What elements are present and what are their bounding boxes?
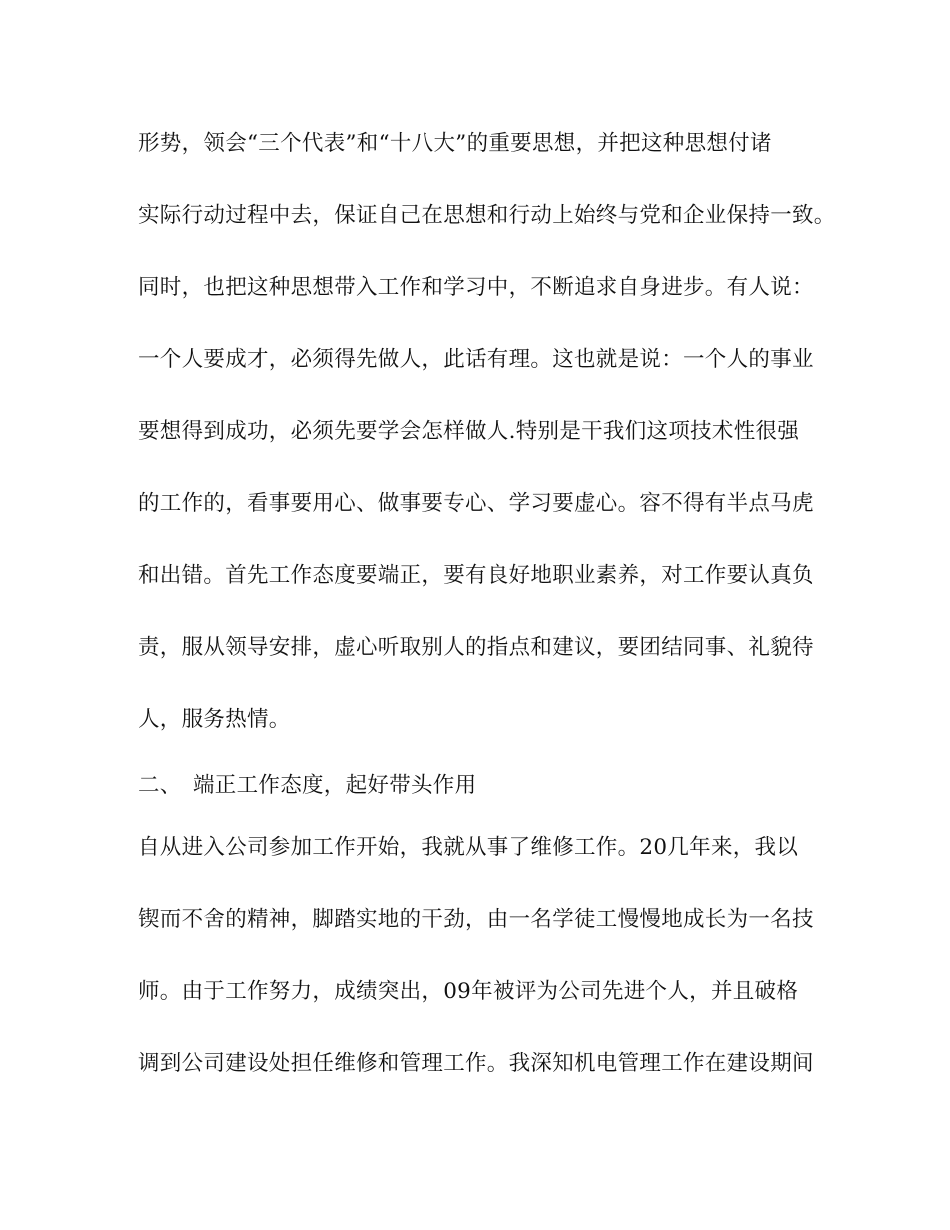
body-text-line: 实际行动过程中去，保证自己在思想和行动上始终与党和企业保持一致。	[138, 203, 836, 228]
body-text-line: 要想得到成功，必须先要学会怎样做人.特别是干我们这项技术性很强	[138, 419, 800, 444]
section-heading	[138, 771, 476, 801]
section-title: 端正工作态度，起好带头作用	[193, 773, 477, 798]
body-text-line: 一个人要成才，必须得先做人，此话有理。这也就是说：一个人的事业	[138, 347, 814, 372]
body-text-line: 锲而不舍的精神，脚踏实地的干劲，由一名学徒工慢慢地成长为一名技	[138, 907, 814, 932]
body-text-line: 形势，领会“三个代表”和“十八大”的重要思想，并把这种思想付诸	[138, 131, 772, 156]
section-number: 二、	[138, 773, 182, 798]
body-text-line: 人，服务热情。	[138, 707, 291, 732]
body-text-line: 和出错。首先工作态度要端正，要有良好地职业素养，对工作要认真负	[138, 563, 814, 588]
body-text-line: 自从进入公司参加工作开始，我就从事了维修工作。20几年来，我以	[138, 835, 799, 860]
body-text-line: 责，服从领导安排，虚心听取别人的指点和建议，要团结同事、礼貌待	[138, 635, 814, 660]
body-text-line: 调到公司建设处担任维修和管理工作。我深知机电管理工作在建设期间	[138, 1051, 814, 1076]
body-text-line: 的工作的，看事要用心、做事要专心、学习要虚心。容不得有半点马虎	[138, 491, 814, 516]
body-text-line: 同时，也把这种思想带入工作和学习中，不断追求自身进步。有人说：	[138, 275, 814, 300]
body-text-line: 师。由于工作努力，成绩突出，09年被评为公司先进个人，并且破格	[138, 979, 799, 1004]
